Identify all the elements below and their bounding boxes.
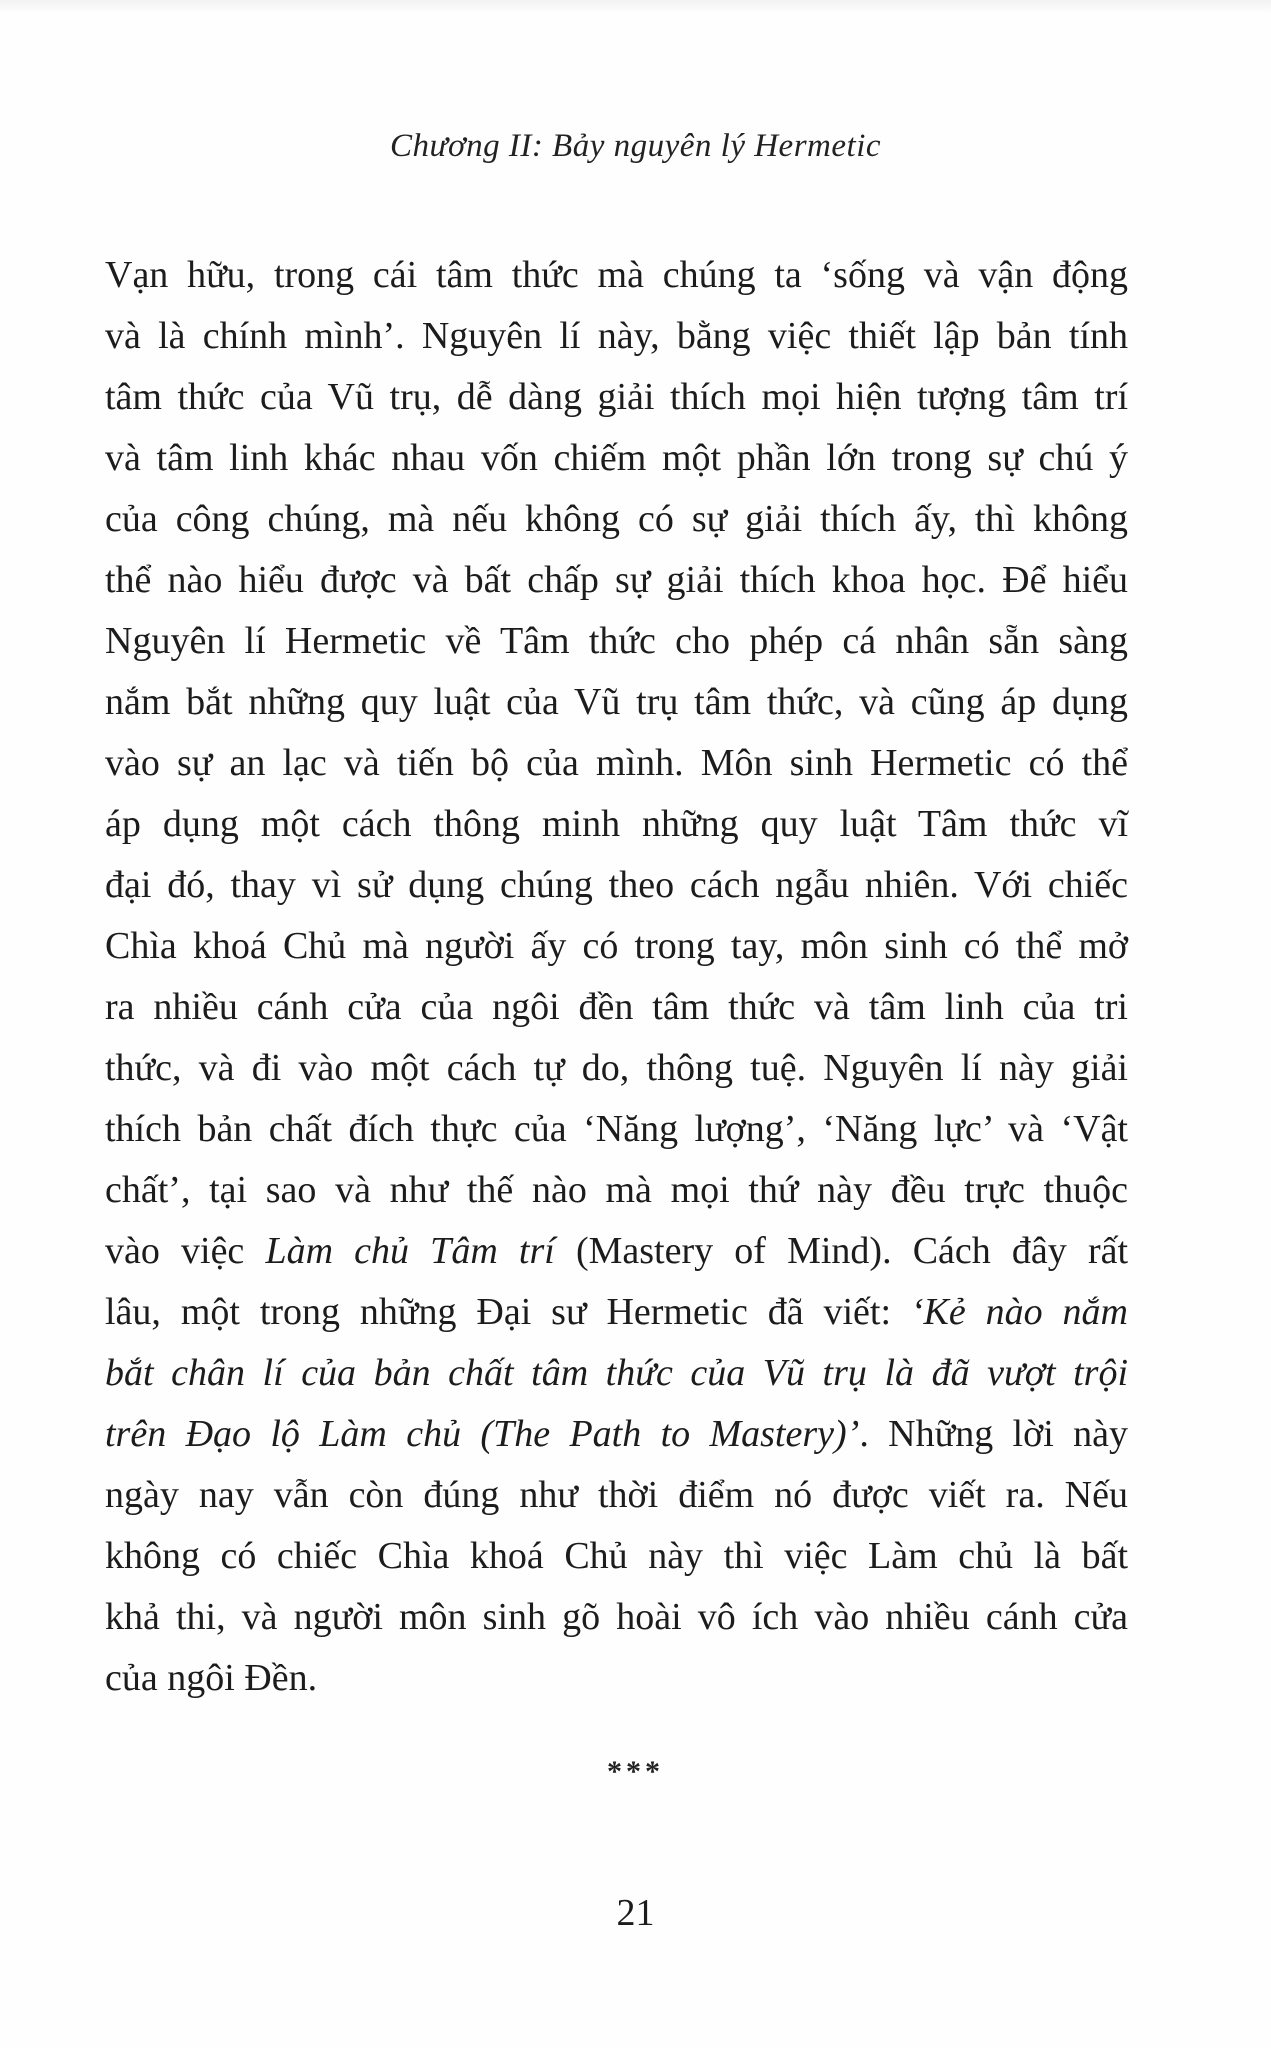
text-line: khả thi, và người môn sinh gõ hoài vô ích vào nhiều cánh cửa [105, 1596, 1128, 1638]
italic-quote: trên Đạo lộ Làm chủ (The Path to Mastery)’ [105, 1413, 860, 1455]
text-line: ra nhiều cánh cửa của ngôi đền tâm thức và tâm linh của tri [105, 986, 1128, 1028]
page-top-edge [0, 0, 1271, 14]
text-line: tâm thức của Vũ trụ, dễ dàng giải thích mọi hiện tượng tâm trí [105, 376, 1128, 418]
text-run: . Những lời này [859, 1413, 1128, 1455]
text-line [105, 1282, 1128, 1343]
text-line [105, 1221, 1128, 1282]
text-line: của công chúng, mà nếu không có sự giải thích ấy, thì không [105, 498, 1128, 540]
page-number: 21 [616, 1892, 655, 1934]
text-line: và tâm linh khác nhau vốn chiếm một phần lớn trong sự chú ý [105, 437, 1128, 479]
text-line [105, 1404, 1128, 1465]
section-separator: *** [607, 1755, 664, 1788]
text-run: vào việc [105, 1230, 266, 1272]
text-line: thức, và đi vào một cách tự do, thông tuệ. Nguyên lí này giải [105, 1047, 1128, 1089]
italic-quote: ‘Kẻ nào nắm [910, 1291, 1128, 1333]
text-run: (Mastery of Mind). Cách đây rất [554, 1230, 1129, 1272]
text-line: Vạn hữu, trong cái tâm thức mà chúng ta ‘sống và vận động [105, 254, 1128, 296]
text-line: nắm bắt những quy luật của Vũ trụ tâm thức, và cũng áp dụng [105, 681, 1128, 723]
text-line: chất’, tại sao và như thế nào mà mọi thứ này đều trực thuộc [105, 1169, 1128, 1211]
text-line: vào sự an lạc và tiến bộ của mình. Môn sinh Hermetic có thể [105, 742, 1128, 784]
text-line: của ngôi Đền. [105, 1657, 318, 1699]
running-header: Chương II: Bảy nguyên lý Hermetic [389, 128, 882, 164]
italic-quote: bắt chân lí của bản chất tâm thức của Vũ trụ là đã vượt trội [105, 1352, 1128, 1394]
text-line: Chìa khoá Chủ mà người ấy có trong tay, môn sinh có thể mở [105, 925, 1128, 967]
text-line: thích bản chất đích thực của ‘Năng lượng’, ‘Năng lực’ và ‘Vật [105, 1108, 1128, 1150]
text-line [105, 1343, 1128, 1404]
body-paragraph [105, 245, 1128, 1709]
text-line: và là chính mình’. Nguyên lí này, bằng việc thiết lập bản tính [105, 315, 1128, 357]
text-line: Nguyên lí Hermetic về Tâm thức cho phép cá nhân sẵn sàng [105, 620, 1128, 662]
text-run: lâu, một trong những Đại sư Hermetic đã viết: [105, 1291, 911, 1333]
text-line: không có chiếc Chìa khoá Chủ này thì việc Làm chủ là bất [105, 1535, 1128, 1577]
text-line: đại đó, thay vì sử dụng chúng theo cách ngẫu nhiên. Với chiếc [105, 864, 1128, 906]
text-line: áp dụng một cách thông minh những quy luật Tâm thức vĩ [105, 803, 1128, 845]
italic-term: Làm chủ Tâm trí [265, 1230, 555, 1272]
text-line: ngày nay vẫn còn đúng như thời điểm nó được viết ra. Nếu [105, 1474, 1128, 1516]
text-line: thể nào hiểu được và bất chấp sự giải thích khoa học. Để hiểu [105, 559, 1128, 601]
